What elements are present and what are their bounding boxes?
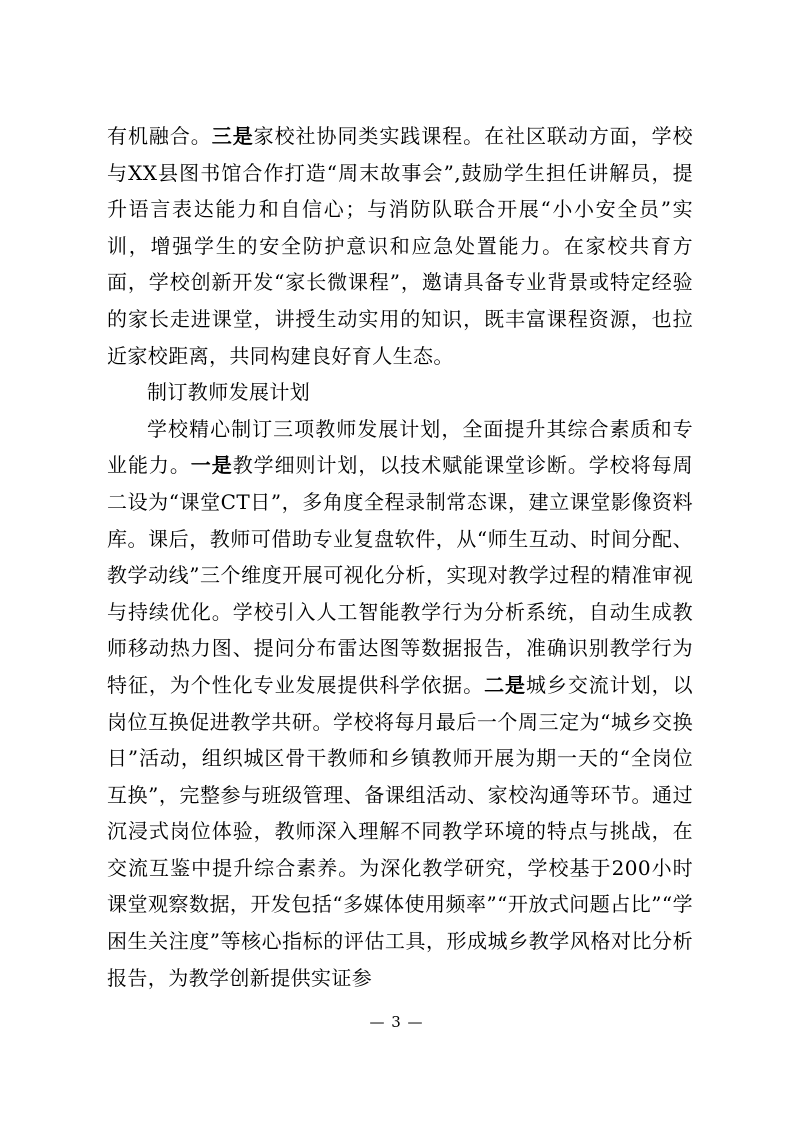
paragraph-2-text-2: 教学细则计划，以技术赋能课堂诊断。学校将每周二设为“课堂CT日”，多角度全程录制常态课，建立课堂影像资料库。课后，教师可借助专业复盘软件，从“师生互动、时间分配、教学动线”三个维度开展可视化分析，实现对教学过程的精准审视与持续优化。学校引入人工智能教学行为分析系统，自动生成教师移动热力图、提问分布雷达图等数据报告，准确识别教学行为特征，为个性化专业发展提供科学依据。 [107,453,693,697]
paragraph-2-text-3: 城乡交流计划，以岗位互换促进教学共研。学校将每月最后一个周三定为“城乡交换日”活动，组织城区骨干教师和乡镇教师开展为期一天的“全岗位互换”，完整参与班级管理、备课组活动、家校沟通等环节。通过沉浸式岗位体验，教师深入理解不同教学环境的特点与挑战，在交流互鉴中提升综合素养。为深化教学研究，学校基于200小时课堂观察数据，开发包括“多媒体使用频率”“开放式问题占比”“学困生关注度”等核心指标的评估工具，形成城乡教学风格对比分析报告，为教学创新提供实证参 [107,672,694,990]
paragraph-2-bold-marker-2: 二是 [484,672,526,697]
paragraph-1-bold-marker: 三是 [211,124,254,148]
paragraph-2 [107,411,693,997]
paragraph-1-text-2: 家校社协同类实践课程。在社区联动方面，学校与XX县图书馆合作打造“周末故事会”,鼓励学生担任讲解员，提升语言表达能力和自信心；与消防队联合开展“小小安全员”实训，增强学生的安全防护意识和应急处置能力。在家校共育方面，学校创新开发“家长微课程”，邀请具备专业背景或特定经验的家长走进课堂，讲授生动实用的知识，既丰富课程资源，也拉近家校距离，共同构建良好育人生态。 [107,124,694,368]
body-text [107,118,693,996]
paragraph-2-text-1: 学校精心制订三项教师发展计划，全面提升其综合素质和专业能力。 [107,416,693,478]
paragraph-1 [107,118,693,374]
paragraph-2-bold-marker-1: 一是 [190,453,233,478]
page-number: — 3 — [369,1013,424,1031]
paragraph-1-text-1: 有机融合。 [107,124,212,148]
section-heading: 制订教师发展计划 [147,380,311,405]
